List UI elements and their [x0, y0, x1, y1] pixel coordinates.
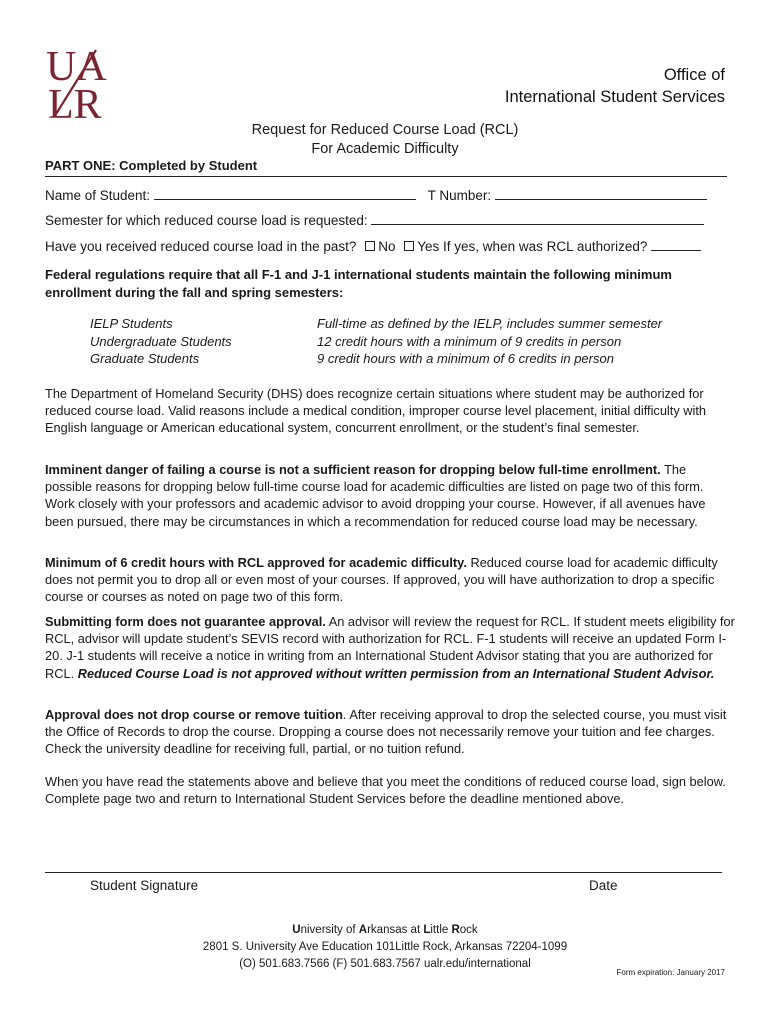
minimum-text: Reduced course load for academic difficulty does not permit you to drop all or even most of your courses. If approved, you will have authorization to drop a specific course or courses as noted on page two of this form.: [45, 555, 718, 605]
name-row: [45, 187, 727, 203]
requirement-row: [0, 316, 770, 334]
footer-contact: (O) 501.683.7566 (F) 501.683.7567 ualr.edu/international: [239, 958, 531, 970]
dhs-paragraph: The Department of Homeland Security (DHS) does recognize certain situations where student may be authorized for reduced course load. Valid reasons include a medical condition, improper course level placement, initial difficulty with English language or American educational system, concurrent enrollment, or the student’s final semester.: [45, 386, 707, 436]
tnumber-label: T Number:: [427, 188, 492, 203]
semester-field[interactable]: [371, 212, 704, 225]
svg-text:UA: UA: [46, 44, 107, 90]
office-heading: [505, 64, 725, 108]
requirement-rule: Full-time as defined by the IELP, includes summer semester: [317, 316, 663, 331]
approval-heading: Approval does not drop course or remove tuition: [45, 707, 343, 722]
danger-text: The possible reasons for dropping below full-time course load for academic difficulties are listed on page two of this form. Work closely with your professors and academic advisor to avoid dropping your course. However, if all avenues have been pursued, there may be circumstances in which a recommendation for reduced course load may be necessary.: [45, 462, 706, 529]
ualr-logo: [44, 44, 134, 122]
footer-address: 2801 S. University Ave Education 101Little Rock, Arkansas 72204-1099: [202, 941, 568, 953]
yes-label: Yes: [417, 239, 440, 254]
federal-regulations: Federal regulations require that all F-1 and J-1 international students maintain the following minimum enrollment during the fall and spring semesters:: [45, 267, 672, 300]
signature-line[interactable]: [45, 872, 722, 873]
approval-text: . After receiving approval to drop the selected course, you must visit the Office of Records to drop the course. Dropping a course does not necessarily remove your tuition and fee charges. Check the university deadline for receiving full, partial, or no tuition refund.: [45, 707, 727, 757]
submitting-text: An advisor will review the request for RCL. If student meets eligibility for RCL, advisor will update student’s SEVIS record with authorization for RCL. F-1 students will receive an updated Form I-20. J-1 students will receive a notice in writing from an International Student Advisor stating that you are authorized for RCL.: [45, 614, 735, 681]
approval-paragraph: [45, 706, 735, 758]
university-name: University of Arkansas at Little Rock: [292, 924, 478, 936]
name-label: Name of Student:: [45, 188, 151, 203]
submitting-warning: Reduced Course Load is not approved without written permission from an International Student Advisor.: [77, 665, 715, 681]
closing-paragraph: When you have read the statements above and believe that you meet the conditions of reduced course load, sign below. Complete page two and return to International Student Services before the deadline mentioned above.: [45, 774, 726, 807]
requirement-row: [0, 334, 770, 352]
no-label: No: [378, 239, 396, 254]
requirement-group: Graduate Students: [90, 351, 200, 366]
office-line-2: International Student Services: [504, 88, 725, 106]
submitting-heading: Submitting form does not guarantee approval.: [45, 614, 326, 629]
requirement-rule: 12 credit hours with a minimum of 9 credits in person: [317, 333, 622, 349]
requirements-table: [0, 316, 770, 369]
minimum-paragraph: [45, 554, 735, 606]
form-title-main: Request for Reduced Course Load (RCL): [251, 122, 519, 138]
semester-label: Semester for which reduced course load is requested:: [45, 213, 368, 228]
requirement-group: IELP Students: [90, 316, 173, 331]
requirement-rule: 9 credit hours with a minimum of 6 credits in person: [317, 351, 614, 366]
semester-row: [45, 212, 727, 228]
form-title: [0, 121, 770, 159]
form-subtitle: For Academic Difficulty: [311, 141, 459, 157]
section-divider: [45, 176, 727, 177]
footer: [0, 922, 770, 973]
minimum-heading: Minimum of 6 credit hours with RCL approved for academic difficulty.: [45, 555, 467, 570]
yes-checkbox[interactable]: [404, 241, 414, 251]
student-signature-label: Student Signature: [90, 878, 199, 893]
svg-text:LR: LR: [48, 82, 102, 122]
part-one-heading: PART ONE: Completed by Student: [45, 158, 258, 173]
requirement-group: Undergraduate Students: [90, 333, 232, 349]
office-line-1: Office of: [663, 66, 725, 84]
no-checkbox[interactable]: [365, 241, 375, 251]
past-rcl-label: Have you received reduced course load in the past?: [45, 239, 357, 254]
past-rcl-row: [45, 238, 727, 254]
tnumber-field[interactable]: [495, 187, 707, 200]
date-label: Date: [589, 878, 618, 893]
form-expiration: Form expiration: January 2017: [616, 968, 725, 977]
danger-paragraph: [45, 461, 735, 530]
name-field[interactable]: [154, 187, 416, 200]
when-label: If yes, when was RCL authorized?: [443, 239, 648, 254]
when-field[interactable]: [651, 238, 701, 251]
requirement-row: [0, 351, 770, 369]
danger-heading: Imminent danger of failing a course is not a sufficient reason for dropping below full-time enrollment.: [45, 462, 661, 477]
submitting-paragraph: [45, 613, 735, 682]
